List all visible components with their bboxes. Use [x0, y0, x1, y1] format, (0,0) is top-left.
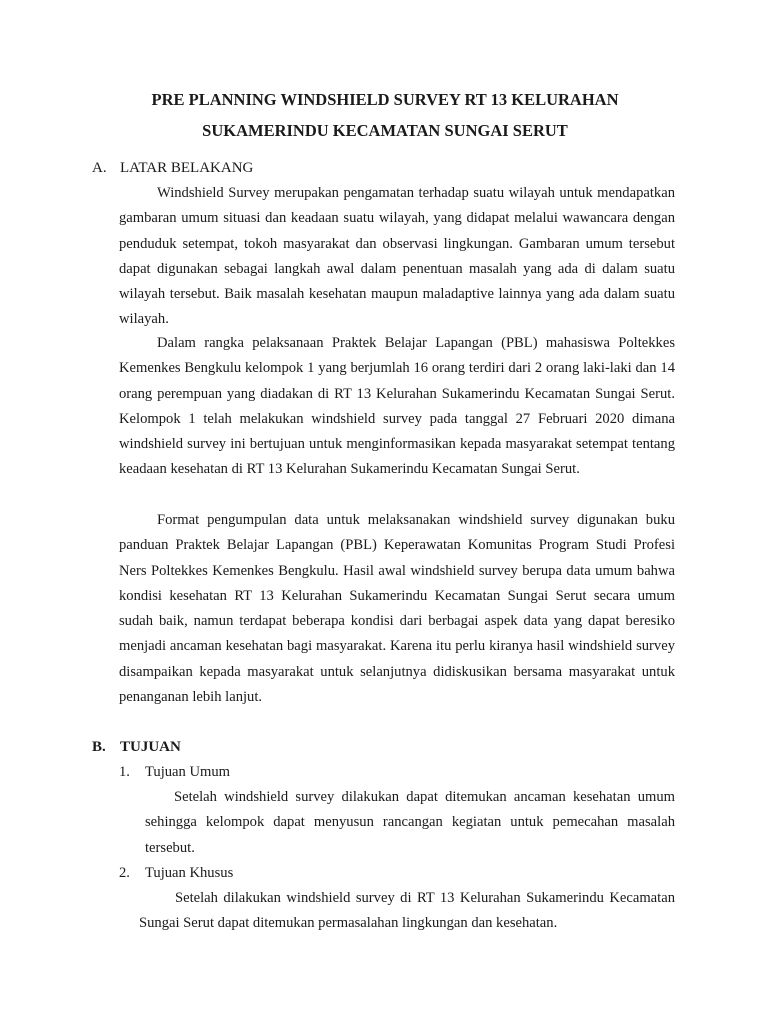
- paragraph-tujuan-umum: Setelah windshield survey dilakukan dapat ditemukan ancaman kesehatan umum sehingga kelompok dapat menyusun rancangan kegiatan untuk pemecahan masalah tersebut.: [145, 789, 675, 856]
- subsection-1-number: 1.: [119, 764, 130, 780]
- paragraph-tujuan-khusus: Setelah dilakukan windshield survey di RT 13 Kelurahan Sukamerindu Kecamatan Sungai Serut dapat ditemukan permasalahan lingkungan dan kesehatan.: [139, 890, 675, 932]
- section-b-heading: [92, 737, 181, 757]
- subsection-tujuan-khusus-heading: [119, 863, 233, 883]
- subsection-1-title: Tujuan Umum: [145, 764, 231, 780]
- section-a-title: LATAR BELAKANG: [120, 160, 254, 176]
- paragraph-latar-3: Format pengumpulan data untuk melaksanakan windshield survey digunakan buku panduan Praktek Belajar Lapangan (PBL) Keperawatan Komunitas Program Studi Profesi Ners Poltekkes Kemenkes Bengkulu. Hasil awal windshield survey berupa data umum bahwa kondisi kesehatan RT 13 Kelurahan Sukamerindu Kecamatan Sungai Serut secara umum sudah baik, namun terdapat beberapa kondisi dari berbagai aspek data yang dapat beresiko menjadi ancaman kesehatan bagi masyarakat. Karena itu perlu kiranya hasil windshield survey disampaikan kepada masyarakat untuk selanjutnya didiskusikan bersama masyarakat untuk penanganan lebih lanjut.: [119, 512, 675, 706]
- page-title: [90, 84, 680, 146]
- paragraph-latar-1: Windshield Survey merupakan pengamatan terhadap suatu wilayah untuk mendapatkan gambaran umum situasi dan keadaan suatu wilayah, yang didapat melalui wawancara dengan penduduk setempat, tokoh masyarakat dan observasi lingkungan. Gambaran umum tersebut dapat digunakan sebagai langkah awal dalam penentuan masalah yang ada di dalam suatu wilayah tersebut. Baik masalah kesehatan maupun maladaptive lainnya yang ada dalam suatu wilayah.: [119, 185, 675, 328]
- subsection-2-number: 2.: [119, 865, 130, 881]
- title-line-1: PRE PLANNING WINDSHIELD SURVEY RT 13 KELURAHAN: [151, 90, 619, 109]
- section-b-title: TUJUAN: [120, 739, 181, 755]
- paragraph-latar-2: Dalam rangka pelaksanaan Praktek Belajar Lapangan (PBL) mahasiswa Poltekkes Kemenkes Bengkulu kelompok 1 yang berjumlah 16 orang terdiri dari 2 orang laki-laki dan 14 orang perempuan yang diadakan di RT 13 Kelurahan Sukamerindu Kecamatan Sungai Serut. Kelompok 1 telah melakukan windshield survey pada tanggal 27 Februari 2020 dimana windshield survey ini bertujuan untuk menginformasikan kepada masyarakat setempat tentang keadaan kesehatan di RT 13 Kelurahan Sukamerindu Kecamatan Sungai Serut.: [119, 335, 675, 478]
- title-line-2: SUKAMERINDU KECAMATAN SUNGAI SERUT: [202, 121, 568, 140]
- section-b-letter: B.: [92, 739, 106, 755]
- subsection-tujuan-umum-heading: [119, 762, 230, 782]
- subsection-2-title: Tujuan Khusus: [145, 865, 234, 881]
- section-a-heading: [92, 158, 253, 178]
- section-a-letter: A.: [92, 160, 107, 176]
